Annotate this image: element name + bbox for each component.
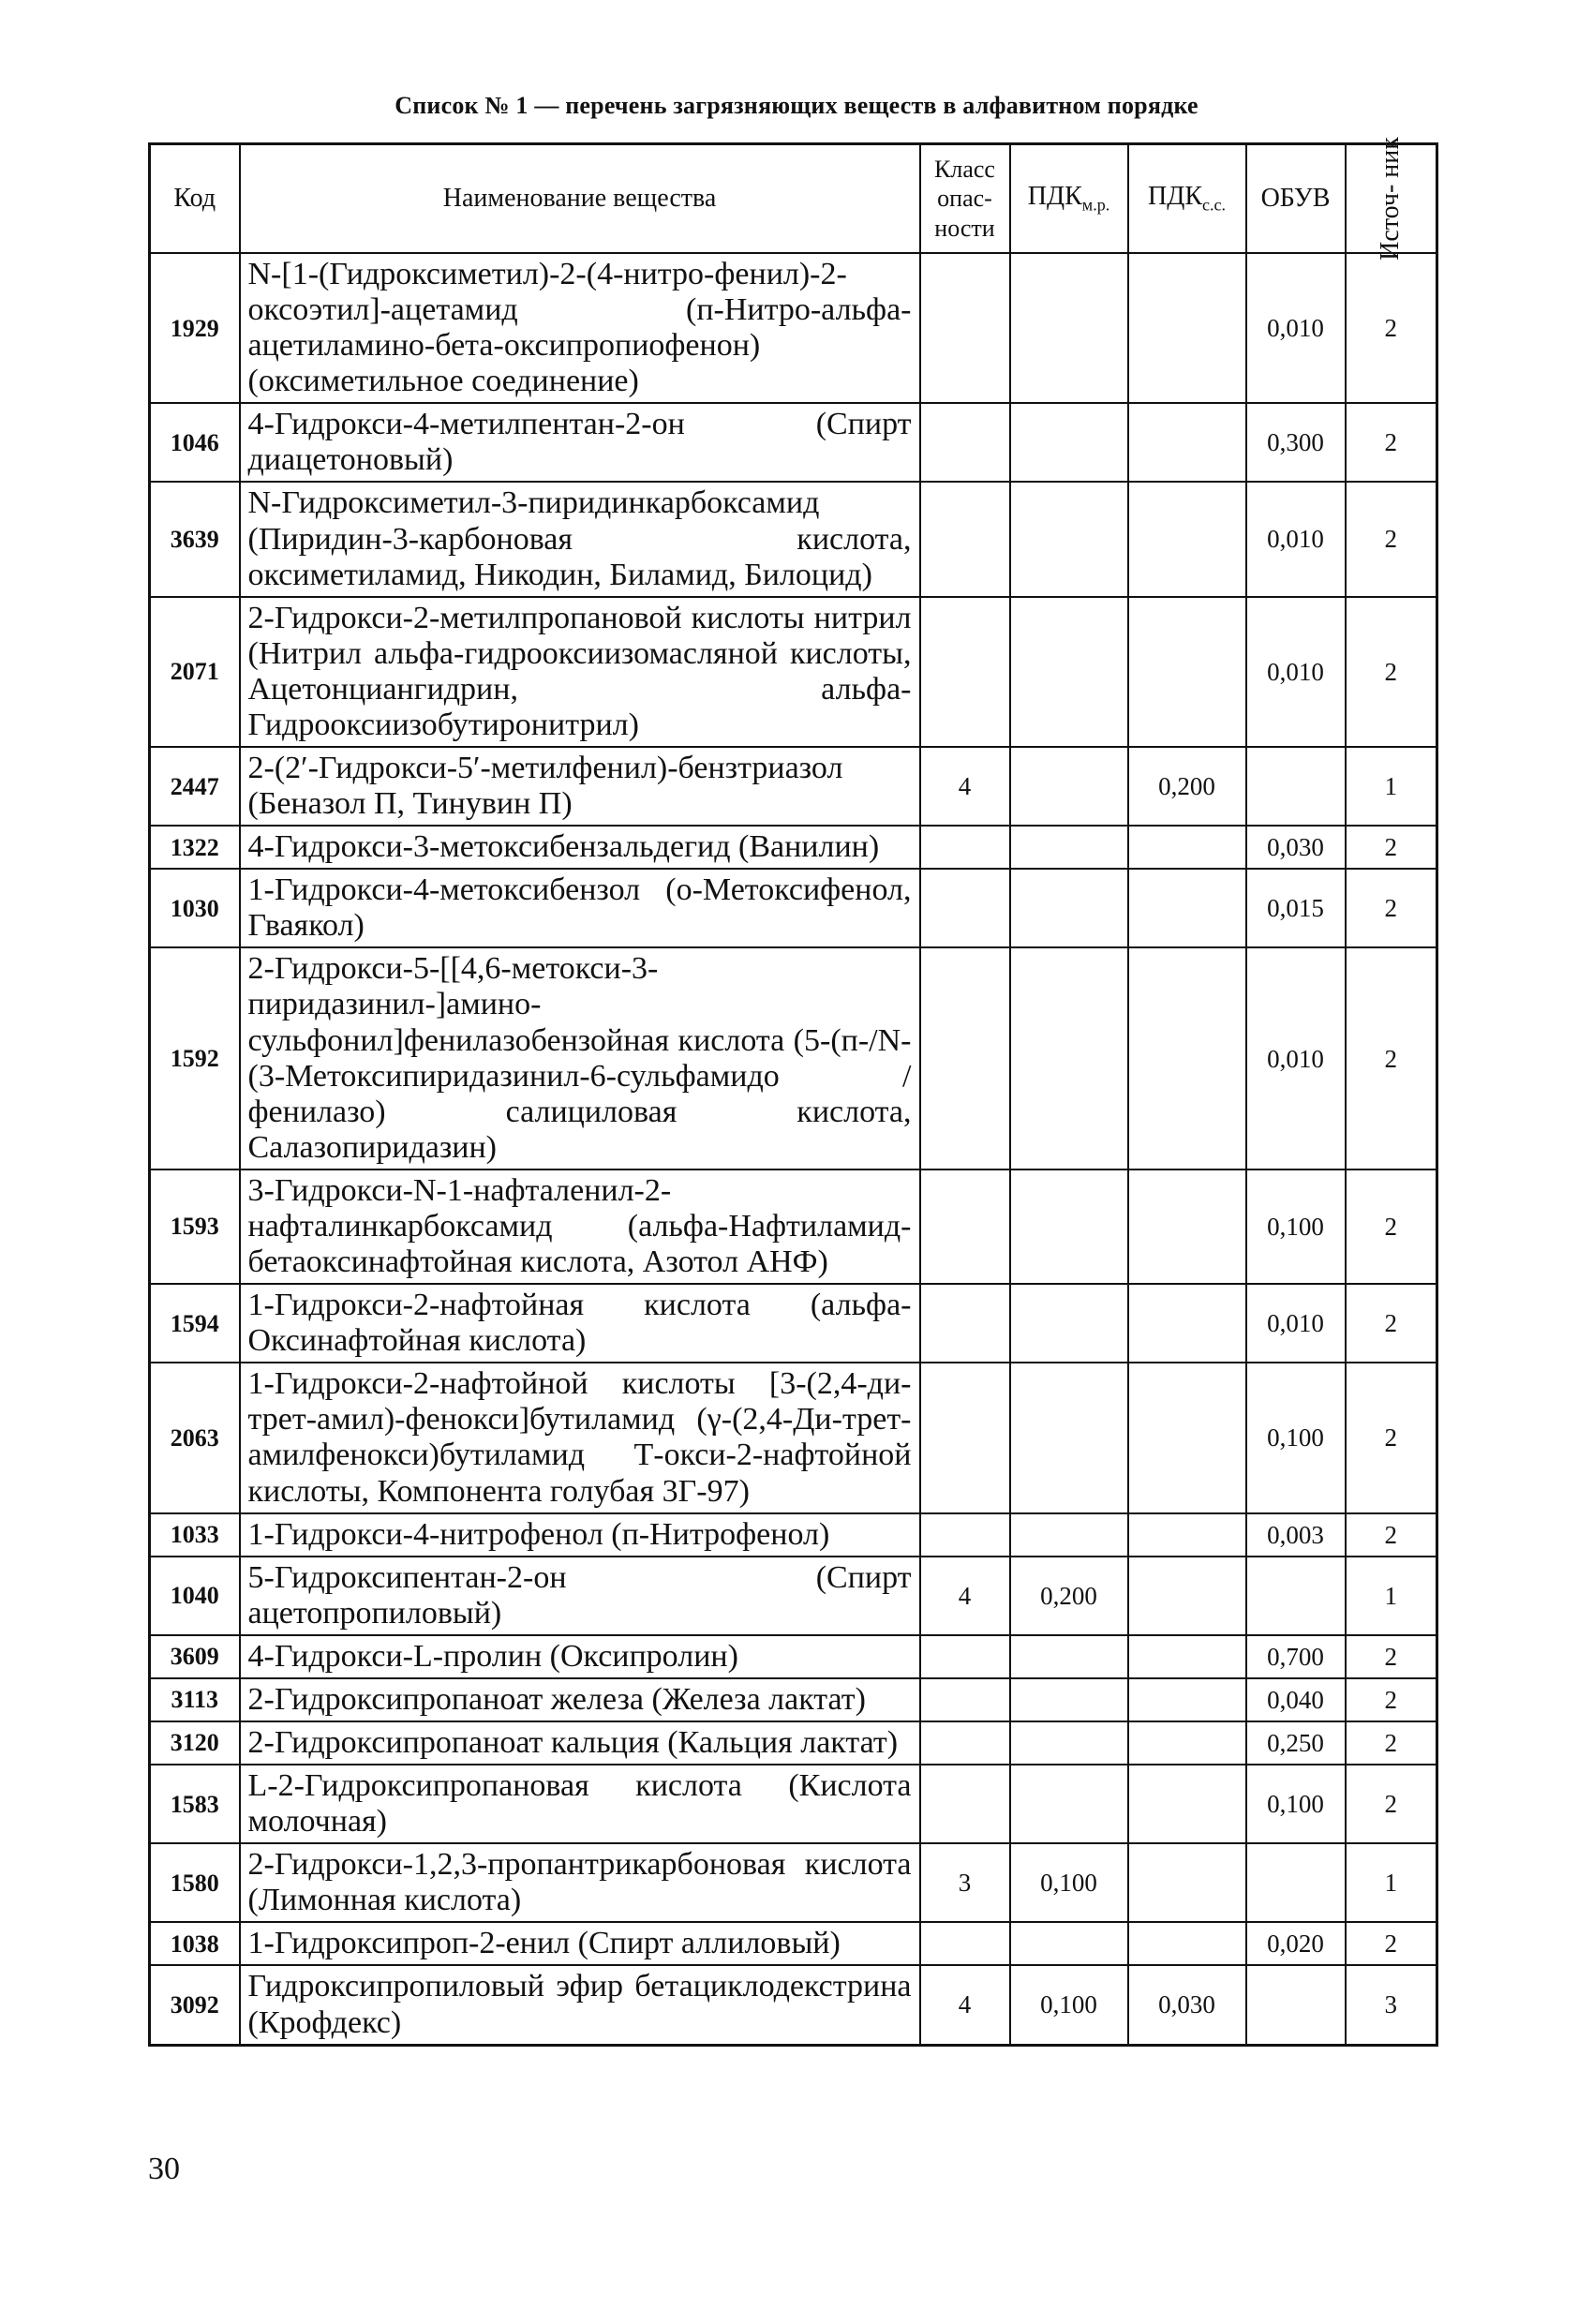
cell-pdk-ss xyxy=(1128,1284,1246,1363)
cell-code: 1580 xyxy=(150,1843,240,1922)
table-row xyxy=(150,1678,1437,1721)
cell-hazard-class xyxy=(920,1513,1010,1557)
cell-pdk-mr xyxy=(1010,1513,1128,1557)
cell-pdk-mr xyxy=(1010,869,1128,947)
cell-pdk-ss: 0,030 xyxy=(1128,1965,1246,2045)
cell-pdk-mr xyxy=(1010,947,1128,1169)
cell-hazard-class: 3 xyxy=(920,1843,1010,1922)
cell-pdk-ss xyxy=(1128,1765,1246,1843)
table-row xyxy=(150,1721,1437,1765)
table-row xyxy=(150,253,1437,403)
cell-code: 1033 xyxy=(150,1513,240,1557)
cell-obuv: 0,100 xyxy=(1246,1363,1346,1512)
page-title: Список № 1 — перечень загрязняющих веществ в алфавитном порядке xyxy=(395,92,1198,119)
header-pdk-ss-base: ПДК xyxy=(1148,181,1202,211)
cell-pdk-ss xyxy=(1128,1922,1246,1965)
cell-name: 2-Гидроксипропаноат кальция (Кальция лактат) xyxy=(240,1721,920,1765)
cell-code: 1040 xyxy=(150,1557,240,1635)
cell-obuv xyxy=(1246,1843,1346,1922)
header-name: Наименование вещества xyxy=(240,144,920,254)
cell-hazard-class xyxy=(920,1721,1010,1765)
header-code: Код xyxy=(150,144,240,254)
cell-hazard-class xyxy=(920,1765,1010,1843)
table-row xyxy=(150,747,1437,826)
cell-pdk-ss xyxy=(1128,253,1246,403)
cell-code: 1030 xyxy=(150,869,240,947)
cell-pdk-ss xyxy=(1128,1513,1246,1557)
cell-name: 4-Гидрокси-4-метилпентан-2-он (Спирт диацетоновый) xyxy=(240,403,920,482)
table-row xyxy=(150,1284,1437,1363)
cell-obuv: 0,020 xyxy=(1246,1922,1346,1965)
cell-pdk-ss xyxy=(1128,1843,1246,1922)
cell-source: 2 xyxy=(1346,1284,1437,1363)
cell-pdk-mr xyxy=(1010,1922,1128,1965)
cell-name: 3-Гидрокси-N-1-нафталенил-2-нафталинкарбоксамид (альфа-Нафтиламид-бетаоксинафтойная кислота, Азотол АНФ) xyxy=(240,1169,920,1284)
cell-name: 2-(2′-Гидрокси-5′-метилфенил)-бензтриазол (Беназол П, Тинувин П) xyxy=(240,747,920,826)
cell-hazard-class xyxy=(920,826,1010,869)
cell-code: 1592 xyxy=(150,947,240,1169)
cell-source: 1 xyxy=(1346,1557,1437,1635)
cell-name: 1-Гидрокси-2-нафтойная кислота (альфа-Оксинафтойная кислота) xyxy=(240,1284,920,1363)
cell-hazard-class: 4 xyxy=(920,1965,1010,2045)
cell-name: 4-Гидрокси-3-метоксибензальдегид (Ванилин) xyxy=(240,826,920,869)
table-body xyxy=(150,253,1437,2045)
header-source-label: Источ- ник xyxy=(1376,137,1406,261)
cell-obuv xyxy=(1246,1557,1346,1635)
header-pdk-mr-sub: м.р. xyxy=(1081,195,1110,215)
table-row xyxy=(150,826,1437,869)
cell-hazard-class xyxy=(920,403,1010,482)
cell-source: 1 xyxy=(1346,747,1437,826)
table-row xyxy=(150,1765,1437,1843)
cell-name: 1-Гидрокси-2-нафтойной кислоты [3-(2,4-ди-трет-амил)-фенокси]бутиламид (γ-(2,4-Ди-трет-амилфенокси)бутиламид Т-окси-2-нафтойной кислоты, Компонента голубая 3Г-97) xyxy=(240,1363,920,1512)
cell-name: 2-Гидроксипропаноат железа (Железа лактат) xyxy=(240,1678,920,1721)
cell-pdk-ss: 0,200 xyxy=(1128,747,1246,826)
cell-hazard-class xyxy=(920,482,1010,596)
cell-code: 1046 xyxy=(150,403,240,482)
cell-hazard-class xyxy=(920,869,1010,947)
cell-source: 2 xyxy=(1346,1922,1437,1965)
cell-code: 3120 xyxy=(150,1721,240,1765)
cell-code: 3609 xyxy=(150,1635,240,1678)
cell-code: 1583 xyxy=(150,1765,240,1843)
cell-hazard-class xyxy=(920,1678,1010,1721)
table-row xyxy=(150,482,1437,596)
cell-code: 2063 xyxy=(150,1363,240,1512)
cell-hazard-class xyxy=(920,1169,1010,1284)
cell-pdk-ss xyxy=(1128,1363,1246,1512)
table-row xyxy=(150,597,1437,747)
cell-name: 1-Гидроксипроп-2-енил (Спирт аллиловый) xyxy=(240,1922,920,1965)
table-row xyxy=(150,1635,1437,1678)
cell-obuv: 0,003 xyxy=(1246,1513,1346,1557)
cell-pdk-ss xyxy=(1128,1557,1246,1635)
cell-source: 1 xyxy=(1346,1843,1437,1922)
cell-source: 2 xyxy=(1346,1721,1437,1765)
cell-obuv: 0,100 xyxy=(1246,1169,1346,1284)
cell-obuv: 0,300 xyxy=(1246,403,1346,482)
cell-pdk-mr xyxy=(1010,1169,1128,1284)
cell-hazard-class xyxy=(920,1363,1010,1512)
cell-name: 2-Гидрокси-5-[[4,6-метокси-3-пиридазинил-]амино-сульфонил]фенилазобензойная кислота (5-(п-/N-(3-Метоксипиридазинил-6-сульфамидо / фенилазо) салициловая кислота, Салазопиридазин) xyxy=(240,947,920,1169)
table-row xyxy=(150,1843,1437,1922)
cell-pdk-ss xyxy=(1128,1678,1246,1721)
cell-pdk-mr: 0,100 xyxy=(1010,1843,1128,1922)
header-hazard-class: Класс опас- ности xyxy=(920,144,1010,254)
cell-name: 2-Гидрокси-2-метилпропановой кислоты нитрил (Нитрил альфа-гидрооксиизомасляной кислоты, Ацетонциангидрин, альфа-Гидрооксиизобутиронитрил) xyxy=(240,597,920,747)
header-source xyxy=(1346,137,1437,261)
cell-obuv: 0,010 xyxy=(1246,1284,1346,1363)
cell-pdk-mr xyxy=(1010,1284,1128,1363)
header-obuv: ОБУВ xyxy=(1246,144,1346,254)
cell-name: Гидроксипропиловый эфир бетациклодекстрина (Крофдекс) xyxy=(240,1965,920,2045)
cell-pdk-ss xyxy=(1128,403,1246,482)
cell-hazard-class xyxy=(920,1635,1010,1678)
table-row xyxy=(150,403,1437,482)
cell-obuv: 0,030 xyxy=(1246,826,1346,869)
cell-name: 4-Гидрокси-L-пролин (Оксипролин) xyxy=(240,1635,920,1678)
cell-pdk-mr xyxy=(1010,403,1128,482)
cell-obuv: 0,010 xyxy=(1246,482,1346,596)
cell-pdk-ss xyxy=(1128,1169,1246,1284)
cell-code: 2447 xyxy=(150,747,240,826)
cell-obuv: 0,100 xyxy=(1246,1765,1346,1843)
cell-source: 2 xyxy=(1346,1363,1437,1512)
table-row xyxy=(150,1363,1437,1512)
cell-hazard-class xyxy=(920,1284,1010,1363)
cell-name: 2-Гидрокси-1,2,3-пропантрикарбоновая кислота (Лимонная кислота) xyxy=(240,1843,920,1922)
cell-source: 2 xyxy=(1346,1513,1437,1557)
cell-source: 2 xyxy=(1346,253,1437,403)
cell-hazard-class: 4 xyxy=(920,1557,1010,1635)
cell-hazard-class xyxy=(920,947,1010,1169)
cell-pdk-ss xyxy=(1128,1635,1246,1678)
cell-hazard-class xyxy=(920,597,1010,747)
cell-source: 2 xyxy=(1346,1678,1437,1721)
cell-pdk-mr xyxy=(1010,1765,1128,1843)
table-row xyxy=(150,947,1437,1169)
cell-pdk-ss xyxy=(1128,1721,1246,1765)
cell-pdk-mr xyxy=(1010,1721,1128,1765)
cell-pdk-mr xyxy=(1010,253,1128,403)
header-pdk-ss xyxy=(1128,144,1246,254)
cell-code: 1038 xyxy=(150,1922,240,1965)
cell-obuv: 0,700 xyxy=(1246,1635,1346,1678)
table-row xyxy=(150,1513,1437,1557)
cell-code: 1593 xyxy=(150,1169,240,1284)
cell-name: N-Гидроксиметил-3-пиридинкарбоксамид (Пиридин-3-карбоновая кислота, оксиметиламид, Никодин, Биламид, Билоцид) xyxy=(240,482,920,596)
cell-name: N-[1-(Гидроксиметил)-2-(4-нитро-фенил)-2-оксоэтил]-ацетамид (п-Нитро-альфа-ацетиламино-бета-оксипропиофенон) (оксиметильное соединение) xyxy=(240,253,920,403)
cell-pdk-ss xyxy=(1128,869,1246,947)
cell-obuv: 0,010 xyxy=(1246,597,1346,747)
pollutants-table xyxy=(148,137,1438,2047)
cell-source: 2 xyxy=(1346,597,1437,747)
cell-name: 1-Гидрокси-4-метоксибензол (о-Метоксифенол, Гваякол) xyxy=(240,869,920,947)
cell-source: 2 xyxy=(1346,482,1437,596)
cell-obuv: 0,040 xyxy=(1246,1678,1346,1721)
cell-name: 1-Гидрокси-4-нитрофенол (п-Нитрофенол) xyxy=(240,1513,920,1557)
cell-pdk-ss xyxy=(1128,597,1246,747)
cell-code: 1594 xyxy=(150,1284,240,1363)
cell-pdk-mr: 0,100 xyxy=(1010,1965,1128,2045)
cell-obuv xyxy=(1246,1965,1346,2045)
table-row xyxy=(150,1557,1437,1635)
header-pdk-mr-base: ПДК xyxy=(1027,181,1082,211)
table-row xyxy=(150,869,1437,947)
page-number: 30 xyxy=(148,2152,180,2186)
cell-source: 2 xyxy=(1346,947,1437,1169)
cell-code: 1322 xyxy=(150,826,240,869)
table-header-row xyxy=(150,144,1437,254)
cell-pdk-mr xyxy=(1010,1635,1128,1678)
cell-obuv: 0,010 xyxy=(1246,947,1346,1169)
cell-pdk-mr xyxy=(1010,597,1128,747)
cell-code: 3092 xyxy=(150,1965,240,2045)
cell-pdk-mr xyxy=(1010,1678,1128,1721)
cell-pdk-mr: 0,200 xyxy=(1010,1557,1128,1635)
cell-pdk-mr xyxy=(1010,482,1128,596)
cell-hazard-class xyxy=(920,253,1010,403)
table-row xyxy=(150,1965,1437,2045)
cell-name: 5-Гидроксипентан-2-он (Спирт ацетопропиловый) xyxy=(240,1557,920,1635)
cell-pdk-mr xyxy=(1010,826,1128,869)
cell-pdk-mr xyxy=(1010,747,1128,826)
header-pdk-ss-sub: с.с. xyxy=(1202,195,1226,215)
cell-source: 3 xyxy=(1346,1965,1437,2045)
cell-pdk-ss xyxy=(1128,482,1246,596)
cell-code: 3113 xyxy=(150,1678,240,1721)
cell-obuv xyxy=(1246,747,1346,826)
cell-pdk-mr xyxy=(1010,1363,1128,1512)
cell-source: 2 xyxy=(1346,826,1437,869)
cell-source: 2 xyxy=(1346,869,1437,947)
cell-hazard-class xyxy=(920,1922,1010,1965)
cell-pdk-ss xyxy=(1128,947,1246,1169)
cell-pdk-ss xyxy=(1128,826,1246,869)
cell-obuv: 0,250 xyxy=(1246,1721,1346,1765)
cell-code: 2071 xyxy=(150,597,240,747)
cell-hazard-class: 4 xyxy=(920,747,1010,826)
cell-code: 3639 xyxy=(150,482,240,596)
cell-source: 2 xyxy=(1346,403,1437,482)
cell-obuv: 0,015 xyxy=(1246,869,1346,947)
header-pdk-mr xyxy=(1010,144,1128,254)
table-row xyxy=(150,1922,1437,1965)
cell-name: L-2-Гидроксипропановая кислота (Кислота молочная) xyxy=(240,1765,920,1843)
cell-source: 2 xyxy=(1346,1765,1437,1843)
cell-code: 1929 xyxy=(150,253,240,403)
table-row xyxy=(150,1169,1437,1284)
cell-obuv: 0,010 xyxy=(1246,253,1346,403)
cell-source: 2 xyxy=(1346,1635,1437,1678)
cell-source: 2 xyxy=(1346,1169,1437,1284)
